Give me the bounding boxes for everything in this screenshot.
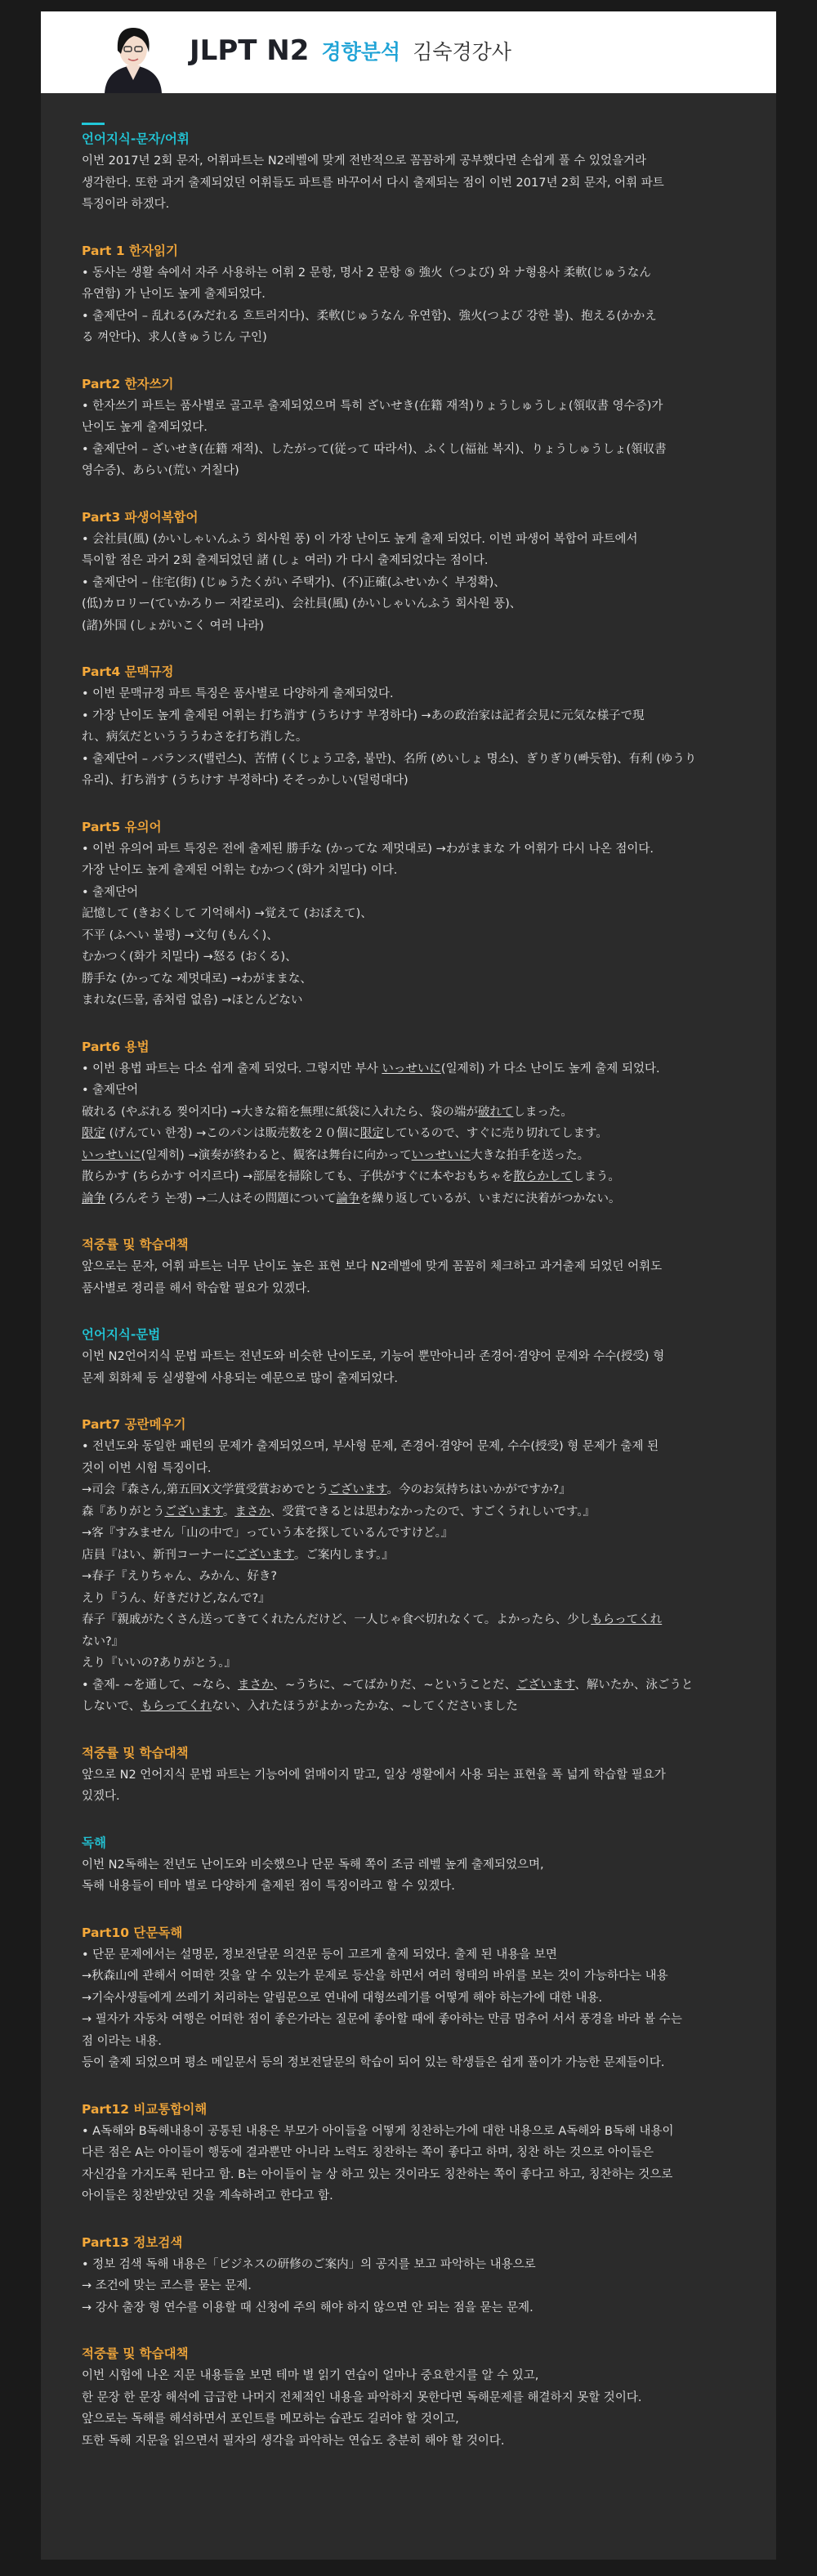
section-line: 유리)、打ち消す (うちけす 부정하다) そそっかしい(덜렁대다) — [82, 774, 408, 787]
section-2 — [82, 373, 735, 482]
header-banner — [41, 11, 776, 93]
section-line: 가장 난이도 높게 출제된 어휘는 むかつく(화가 치밀다) 이다. — [82, 864, 398, 877]
section-line: 앞으로는 문자, 어휘 파트는 너무 난이도 높은 표현 보다 N2레벨에 맞게 꼼꼼히 체크하고 과거출제 되었던 어휘도 — [82, 1260, 663, 1273]
section-heading: 독해 — [82, 1835, 106, 1850]
section-line: • 출제단어 – 乱れる(みだれる 흐트러지다)、柔軟(じゅうなん 유연함)、強火(つよび 강한 불)、抱える(かかえ — [82, 309, 657, 323]
section-line: • 전년도와 동일한 패턴의 문제가 출제되었으며, 부사형 문제, 존경어·겸양어 문제, 수수(授受) 형 문제가 출제 된 — [82, 1440, 659, 1453]
section-line: 특징이라 하겠다. — [82, 198, 170, 211]
section-line: • A독해와 B독해내용이 공통된 내용은 부모가 아이들을 어떻게 칭찬하는가에 대한 내용으로 A독해와 B독해 내용이 — [82, 2124, 674, 2138]
section-line: →客『すみません「山の中で」っていう本を探しているんですけど。』 — [82, 1527, 453, 1540]
section-heading: Part10 단문독해 — [82, 1925, 183, 1940]
section-line: しないで、もらってくれない、入れたほうがよかったかな、~してくださいました — [82, 1700, 518, 1713]
section-heading: Part4 문맥규정 — [82, 664, 174, 679]
section-4 — [82, 661, 735, 792]
section-line: 限定 (げんてい 한정) →このパンは販売数を２０個に限定しているので、すぐに売り切れてします。 — [82, 1127, 608, 1140]
section-line: • 출제단어 – 住宅(街) (じゅうたくがい 주택가)、(不)正確(ふせいかく 부정확)、 — [82, 575, 506, 589]
section-line: れ、病気だというううわさを打ち消した。 — [82, 731, 308, 744]
section-7 — [82, 1234, 735, 1299]
section-line: (低)カロリー(ていかろりー 저칼로리)、会社員(風) (かいしゃいんふう 회사원 풍)、 — [82, 597, 522, 610]
section-line: → 필자가 자동차 여행은 어떠한 점이 좋은가라는 질문에 좋아할 때에 좋아하는 만큼 멈추어 서서 풍경을 바라 볼 수는 — [82, 2013, 682, 2026]
section-15 — [82, 2343, 735, 2452]
section-line: 아이들은 칭찬받았던 것을 계속하려고 한다고 함. — [82, 2189, 333, 2203]
section-line: (諸)外国 (しょがいこく 여러 나라) — [82, 619, 264, 633]
section-line: 자신감을 가지도록 된다고 함. B는 아이들이 늘 상 하고 있는 것이라도 칭찬하는 쪽이 좋다고 하고, 칭찬하는 것으로 — [82, 2167, 673, 2181]
section-line: →기숙사생들에게 쓰레기 처리하는 알림문으로 연내에 대형쓰레기를 어떻게 해야 하는가에 대한 내용. — [82, 1991, 603, 2005]
section-line: 다른 점은 A는 아이들이 행동에 결과뿐만 아니라 노력도 칭찬하는 쪽이 좋다고 하며, 칭찬 하는 것으로 아이들은 — [82, 2146, 654, 2159]
section-line: 난이도 높게 출제되었다. — [82, 421, 208, 434]
header-title — [190, 34, 511, 67]
section-line: → 강사 출장 형 연수를 이용할 때 신청에 주의 해야 하지 않으면 안 되는 점을 묻는 문제. — [82, 2301, 534, 2314]
section-line: →秋森山에 관해서 어떠한 것을 알 수 있는가 문제로 등산을 하면서 여러 형태의 바위를 보는 것이 가능하다는 내용 — [82, 1970, 668, 1983]
teacher-photo — [88, 20, 178, 93]
section-heading: Part13 정보검색 — [82, 2234, 183, 2250]
section-line: • 동사는 생활 속에서 자주 사용하는 어휘 2 문항, 명사 2 문항 ⑤ 強火（つよび) 와 ナ형용사 柔軟(じゅうなん — [82, 266, 651, 280]
section-line: 앞으로는 독해를 해석하면서 포인트를 메모하는 습관도 길러야 할 것이고, — [82, 2413, 459, 2426]
section-10 — [82, 1742, 735, 1808]
section-line: 한 문장 한 문장 해석에 급급한 나머지 전체적인 내용을 파악하지 못한다면 독해문제를 해결하지 못할 것이다. — [82, 2390, 642, 2404]
analysis-body — [41, 93, 776, 2452]
section-line: →司会『森さん,第五回X文学賞受賞おめでとうございます。今のお気持ちはいかがですか?』 — [82, 1483, 571, 1496]
section-11 — [82, 1832, 735, 1898]
section-line: • 출제단어 — [82, 885, 139, 899]
section-line: • 이번 용법 파트는 다소 쉽게 출제 되었다. 그렇지만 부사 いっせいに(일제히) 가 다소 난이도 높게 출제 되었다. — [82, 1062, 660, 1076]
section-8 — [82, 1324, 735, 1389]
section-line: • 会社員(風) (かいしゃいんふう 회사원 풍) 이 가장 난이도 높게 출제 되었다. 이번 파생어 복합어 파트에서 — [82, 532, 638, 546]
section-heading: Part5 유의어 — [82, 819, 162, 834]
section-line: 있겠다. — [82, 1790, 120, 1803]
section-line: 독해 내용들이 테마 별로 다양하게 출제된 점이 특징이라고 할 수 있겠다. — [82, 1880, 455, 1893]
section-line: • 이번 문맥규정 파트 특징은 품사별로 다양하게 출제되었다. — [82, 687, 394, 700]
section-line: • 이번 유의어 파트 특징은 전에 출제된 勝手な (かってな 제멋대로) →わがままな 가 어휘가 다시 나온 점이다. — [82, 842, 654, 856]
section-line: 문제 회화체 등 실생활에 사용되는 예문으로 많이 출제되었다. — [82, 1371, 399, 1385]
section-heading: Part12 비교통합이해 — [82, 2101, 208, 2117]
section-5 — [82, 816, 735, 1012]
section-line: 이번 2017년 2회 문자, 어휘파트는 N2레벨에 맞게 전반적으로 꼼꼼하게 공부했다면 손쉽게 풀 수 있었을거라 — [82, 154, 647, 168]
section-line: 記憶して (きおくして 기억해서) →覚えて (おぼえて)、 — [82, 907, 373, 920]
section-heading: 적중률 및 학습대책 — [82, 2346, 189, 2361]
section-line: 영수증)、あらい(荒い 거칠다) — [82, 464, 239, 477]
section-line: 것이 이번 시험 특징이다. — [82, 1461, 212, 1475]
section-line: いっせいに(일제히) →演奏が終わると、観客は舞台に向かっていっせいに大きな拍手を送った。 — [82, 1148, 590, 1162]
section-heading: 언어지식-문자/어휘 — [82, 132, 190, 146]
section-line: えり『うん、好きだけど,なんで?』 — [82, 1591, 270, 1605]
jlpt-logo: JLPT N2 — [190, 34, 310, 67]
section-line: 점 이라는 내용. — [82, 2034, 162, 2048]
section-heading: 언어지식-문법 — [82, 1327, 161, 1342]
section-3 — [82, 507, 735, 637]
section-line: 勝手な (かってな 제멋대로) →わがままな、 — [82, 972, 312, 986]
section-6 — [82, 1036, 735, 1210]
section-line: 이번 N2독해는 전년도 난이도와 비슷했으나 단문 독해 쪽이 조금 레벨 높게 출제되었으며, — [82, 1858, 544, 1872]
section-9 — [82, 1414, 735, 1718]
section-line: 앞으로 N2 언어지식 문법 파트는 기능어에 얽매이지 말고, 일상 생활에서 사용 되는 표현을 폭 넓게 학습할 필요가 — [82, 1768, 666, 1782]
section-line: →春子『えりちゃん、みかん、好き? — [82, 1570, 278, 1583]
section-12 — [82, 1922, 735, 2074]
section-line: 유연함) 가 난이도 높게 출제되었다. — [82, 288, 266, 301]
section-accent-bar — [82, 123, 105, 125]
section-line: 破れる (やぶれる 찢어지다) →大きな箱を無理に紙袋に入れたら、袋の端が破れてしまった。 — [82, 1105, 573, 1119]
section-line: • 출제단어 — [82, 1084, 139, 1097]
section-line: 論争 (ろんそう 논쟁) →二人はその問題について論争を繰り返しているが、いまだに決着がつかない。 — [82, 1192, 621, 1205]
section-line: 散らかす (ちらかす 어지르다) →部屋を掃除しても、子供がすぐに本やおもちゃを散らかしてしまう。 — [82, 1170, 620, 1183]
section-line: 이번 N2언어지식 문법 파트는 전년도와 비슷한 난이도로, 기능어 뿐만아니라 존경어·겸양어 문제와 수수(授受) 형 — [82, 1350, 665, 1363]
section-line: 등이 출제 되었으며 평소 메일문서 등의 정보전달문의 학습이 되어 있는 학생들은 쉽게 풀이가 가능한 문제들이다. — [82, 2056, 665, 2069]
section-line: 不平 (ふへい 불평) →文句 (もんく)、 — [82, 928, 279, 942]
section-line: → 조건에 맞는 코스를 묻는 문제. — [82, 2279, 252, 2292]
section-line: • 정보 검색 독해 내용은「ビジネスの研修のご案内」의 공지를 보고 파악하는 내용으로 — [82, 2257, 536, 2271]
content-panel — [41, 93, 776, 2560]
section-line: 생각한다. 또한 과거 출제되었던 어휘들도 파트를 바꾸어서 다시 출제되는 점이 이번 2017년 2회 문자, 어휘 파트 — [82, 176, 664, 190]
teacher-name: 김숙경강사 — [413, 40, 511, 64]
section-line: まれな(드물, 좀처럼 없음) →ほとんどない — [82, 994, 303, 1007]
section-14 — [82, 2232, 735, 2319]
section-0 — [82, 123, 735, 216]
section-heading: Part7 공란메우기 — [82, 1417, 186, 1432]
section-line: 또한 독해 지문을 읽으면서 필자의 생각을 파악하는 연습도 충분히 해야 할 것이다. — [82, 2434, 505, 2448]
section-line: むかつく(화가 치밀다) →怒る (おくる)、 — [82, 950, 297, 964]
section-line: • 출제단어 – ざいせき(在籍 재적)、したがって(従って 따라서)、ふくし(福祉 복지)、りょうしゅうしょ(領収書 — [82, 442, 667, 456]
section-line: ない?』 — [82, 1635, 124, 1648]
section-line: 森『ありがとうございます。まさか、受賞できるとは思わなかったので、すごくうれしいです。』 — [82, 1505, 596, 1518]
section-heading: 적중률 및 학습대책 — [82, 1745, 189, 1760]
section-line: 이번 시험에 나온 지문 내용들을 보면 테마 별 읽기 연습이 얼마나 중요한지를 알 수 있고, — [82, 2369, 539, 2382]
section-line: えり『いいの?ありがとう。』 — [82, 1657, 236, 1670]
section-line: • 한자쓰기 파트는 품사별로 골고루 출제되었으며 특히 ざいせき(在籍 재적)りょうしゅうしょ(領収書 영수증)가 — [82, 399, 663, 413]
section-line: • 단문 문제에서는 설명문, 정보전달문 의견문 등이 고르게 출제 되었다. 출제 된 내용을 보면 — [82, 1948, 557, 1961]
section-heading: 적중률 및 학습대책 — [82, 1237, 189, 1252]
section-heading: Part6 용법 — [82, 1039, 150, 1054]
section-line: る 껴안다)、求人(きゅうじん 구인) — [82, 331, 267, 344]
section-heading: Part 1 한자읽기 — [82, 243, 178, 258]
section-line: • 출제- ~を通して、~なら、まさか、~うちに、~てばかりだ、~ということだ、ございます、解いたか、泳ごうと — [82, 1678, 694, 1692]
section-line: 春子『親戚がたくさん送ってきてくれたんだけど、一人じゃ食べ切れなくて。よかったら、少しもらってくれ — [82, 1613, 663, 1626]
section-line: 품사별로 정리를 해서 학습할 필요가 있겠다. — [82, 1281, 310, 1295]
section-heading: Part3 파생어복합어 — [82, 509, 199, 525]
section-line: • 가장 난이도 높게 출제된 어휘는 打ち消す (うちけす 부정하다) →あの政治家は記者会見に元気な様子で現 — [82, 709, 645, 722]
category-label: 경향분석 — [321, 40, 401, 64]
section-1 — [82, 240, 735, 349]
section-13 — [82, 2099, 735, 2207]
section-line: • 출제단어 – バランス(밸런스)、苦情 (くじょう고충, 불만)、名所 (めいしょ 명소)、ぎりぎり(빠듯함)、有利 (ゆうり — [82, 752, 697, 766]
section-heading: Part2 한자쓰기 — [82, 376, 174, 391]
section-line: 특이할 점은 과거 2회 출제되었던 諸 (しょ 여러) 가 다시 출제되었다는 점이다. — [82, 554, 489, 567]
section-line: 店員『はい、新刊コーナーにございます。ご案内します。』 — [82, 1548, 394, 1562]
